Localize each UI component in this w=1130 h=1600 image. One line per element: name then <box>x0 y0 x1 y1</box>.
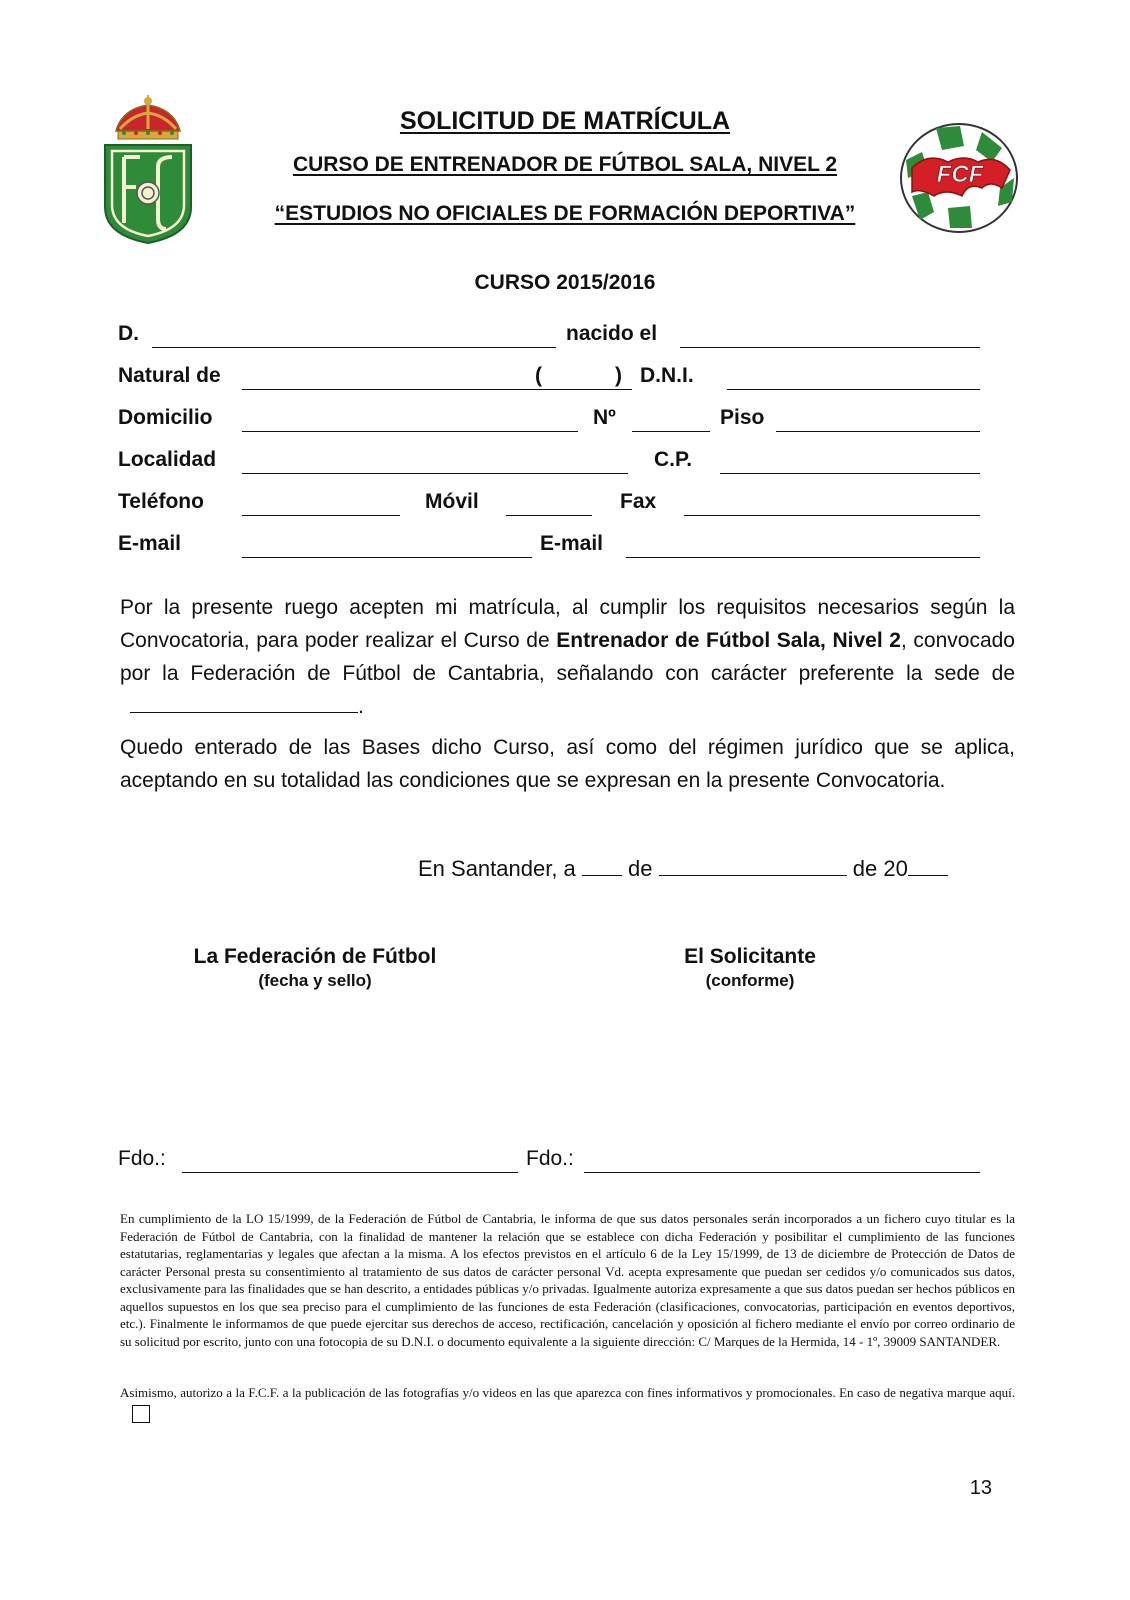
de-text-2: de 20 <box>852 856 908 881</box>
email-field[interactable] <box>242 557 532 558</box>
course-title <box>0 152 1130 178</box>
course-title-text: CURSO DE ENTRENADOR DE FÚTBOL SALA, NIVEL 2 <box>292 153 838 176</box>
page-number: 13 <box>969 1477 992 1499</box>
de-text-1: de <box>628 856 653 881</box>
form-title <box>0 106 1130 136</box>
email-label: E-mail <box>118 532 182 555</box>
fdo-label-2: Fdo.: <box>526 1147 574 1170</box>
media-consent-text: Asimismo, autorizo a la F.C.F. a la publicación de las fotografías y/o videos en las que aparezca con fines informativos y promocionales. En caso de negativa marque aquí. <box>120 1385 1015 1400</box>
studies-title-text: “ESTUDIOS NO OFICIALES DE FORMACIÓN DEPORTIVA” <box>274 202 856 225</box>
phone-field[interactable] <box>242 515 400 516</box>
postal-code-label: C.P. <box>654 448 693 471</box>
federation-signature-title: La Federación de Fútbol <box>193 945 437 968</box>
federation-signature-sub: (fecha y sello) <box>258 971 372 990</box>
province-paren-open: ( <box>535 364 542 387</box>
request-course-name: Entrenador de Fútbol Sala, Nivel 2 <box>556 629 901 652</box>
number-label: Nº <box>593 406 616 429</box>
month-field[interactable] <box>659 855 847 876</box>
preferred-venue-field[interactable] <box>130 692 358 713</box>
name-label: D. <box>118 322 139 345</box>
media-opt-out-checkbox[interactable] <box>132 1405 150 1423</box>
studies-title <box>0 201 1130 227</box>
province-paren-close: ) <box>615 364 622 387</box>
place-date-line <box>418 855 948 883</box>
locality-label: Localidad <box>118 448 217 471</box>
place-text: En Santander, a <box>418 856 576 881</box>
floor-field[interactable] <box>776 431 980 432</box>
media-consent-notice <box>120 1384 1015 1421</box>
fcf-logo-text: FCF <box>936 161 984 188</box>
address-label: Domicilio <box>118 406 213 429</box>
number-field[interactable] <box>632 431 710 432</box>
federation-signature-field[interactable] <box>182 1172 518 1173</box>
address-field[interactable] <box>242 431 578 432</box>
dni-label: D.N.I. <box>640 364 694 387</box>
course-year: CURSO 2015/2016 <box>474 271 656 294</box>
phone-label: Teléfono <box>118 490 204 513</box>
fdo-label-1: Fdo.: <box>118 1147 166 1170</box>
applicant-signature-field[interactable] <box>584 1172 980 1173</box>
year-field[interactable] <box>908 855 948 876</box>
request-text-b: , convocado por la Federación de Fútbol de Cantabria, señalando con carácter preferente la sede de <box>120 629 1015 685</box>
email2-field[interactable] <box>626 557 980 558</box>
acknowledgement-paragraph: Quedo enterado de las Bases dicho Curso, así como del régimen jurídico que se aplica, aceptando en su totalidad las condiciones que se expresan en la presente Convocatoria. <box>120 736 1015 792</box>
name-field[interactable] <box>152 347 556 348</box>
birthplace-field[interactable] <box>242 389 632 390</box>
form-title-text: SOLICITUD DE MATRÍCULA <box>399 107 731 135</box>
mobile-label: Móvil <box>425 490 479 513</box>
request-text-a: Por la presente ruego acepten mi matrícula, al cumplir los requisitos necesarios según la Convocatoria, para poder realizar el Curso de <box>120 596 1015 652</box>
locality-field[interactable] <box>242 473 628 474</box>
birthplace-label: Natural de <box>118 364 221 387</box>
applicant-signature-sub: (conforme) <box>705 971 795 990</box>
birth-date-label: nacido el <box>566 322 658 345</box>
request-text-end: . <box>358 695 364 718</box>
data-protection-notice: En cumplimiento de la LO 15/1999, de la Federación de Fútbol de Cantabria, le informa de que sus datos personales serán incorporados a un fichero cuyo titular es la Federación de Fútbol de Cantabria, con la finalidad de mantener la relación que se establece con dicha Federación y posibilitar el cumplimiento de las funciones estatutarias, reglamentarias y legales que afectan a la misma. A los efectos previstos en el artículo 6 de la Ley 15/1999, de 13 de diciembre de Protección de Datos de carácter Personal presta su consentimiento al tratamiento de sus datos de carácter personal Vd. acepta expresamente que puedan ser cedidos y/o comunicados sus datos, exclusivamente para las finalidades que se han descrito, a entidades públicas y/o privadas. Igualmente autoriza expresamente a que sus datos puedan ser hechos públicos en aquellos supuestos en los que sea preciso para el cumplimiento de las funciones de esta Federación (clasificaciones, convocatorias, participación en eventos deportivos, etc.). Finalmente le informamos de que puede ejercitar sus derechos de acceso, rectificación, cancelación y oposición al fichero mediante el envío por correo ordinario de su solicitud por escrito, junto con una fotocopia de su D.N.I. o documento equivalente a la siguiente dirección: C/ Marques de la Hermida, 14 - 1º, 39009 SANTANDER. <box>120 1211 1015 1349</box>
postal-code-field[interactable] <box>720 473 980 474</box>
birth-date-field[interactable] <box>680 347 980 348</box>
floor-label: Piso <box>720 406 765 429</box>
day-field[interactable] <box>582 855 622 876</box>
request-paragraph <box>120 591 1015 723</box>
email2-label: E-mail <box>540 532 604 555</box>
fax-field[interactable] <box>684 515 980 516</box>
dni-field[interactable] <box>727 389 980 390</box>
fax-label: Fax <box>620 490 657 513</box>
mobile-field[interactable] <box>506 515 592 516</box>
applicant-signature-title: El Solicitante <box>684 945 816 968</box>
